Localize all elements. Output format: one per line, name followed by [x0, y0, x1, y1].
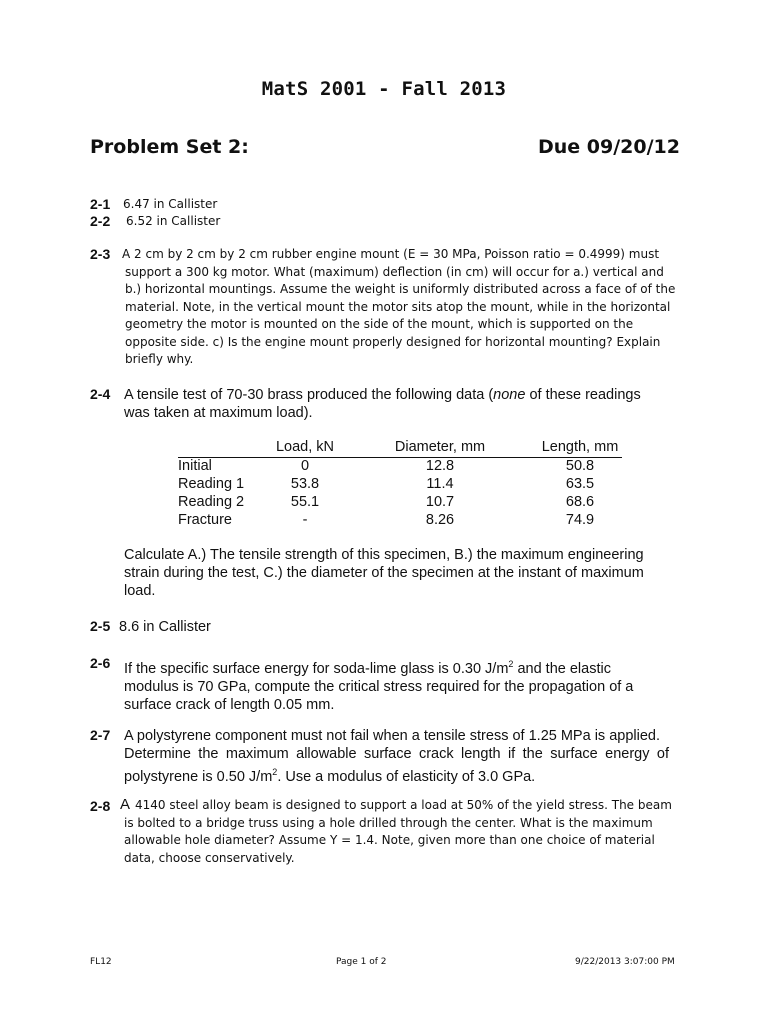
problem-text: 6.47 in Callister	[123, 197, 218, 211]
text-line: 4140 steel alloy beam is designed to support a load at 50% of the yield stress. The beam	[135, 798, 672, 812]
table-header-cell: Load, kN	[268, 439, 342, 458]
tensile-data-table	[178, 439, 622, 530]
table-cell: 63.5	[565, 476, 595, 492]
text-line: support a 300 kg motor. What (maximum) deflection (in cm) will occur for a.) vertical and	[125, 264, 664, 279]
text-line: A polystyrene component must not fail when a tensile stress of 1.25 MPa is applied.	[124, 728, 660, 744]
table-row	[178, 512, 622, 530]
problem-number: 2-5	[90, 618, 111, 634]
problem-number: 2-1	[90, 196, 111, 212]
problem-number: 2-2	[90, 213, 111, 229]
table-cell: Reading 2	[178, 494, 245, 510]
table-cell: Fracture	[178, 512, 232, 528]
text-line: b.) horizontal mountings. Assume the weight is uniformly distributed across a face of of the	[125, 282, 676, 296]
footer-page-number: Page 1 of 2	[336, 957, 387, 967]
table-header-cell: Diameter, mm	[342, 439, 538, 458]
problem-number: 2-7	[90, 727, 111, 743]
table-row	[178, 494, 622, 512]
problem-text: 6.52 in Callister	[126, 214, 221, 228]
table-cell: -	[302, 512, 308, 528]
table-cell: 0	[300, 458, 310, 474]
text-line: If the specific surface energy for soda-lime glass is 0.30 $J/m^2$ and the elastic	[124, 659, 611, 677]
text-line: material. Note, in the vertical mount the motor sits atop the mount, while in the horizontal	[125, 299, 671, 314]
table-header-cell	[178, 439, 268, 458]
table-cell: Reading 1	[178, 476, 245, 492]
problem-set-title: Problem Set 2:	[90, 136, 249, 158]
footer-left: FL12	[90, 957, 112, 967]
table-row	[178, 476, 622, 494]
table-cell: 55.1	[290, 494, 320, 510]
table-cell: 68.6	[565, 494, 595, 510]
table-cell: 10.7	[425, 494, 455, 510]
page-title: MatS 2001 - Fall 2013	[261, 78, 507, 100]
text-line: opposite side. c) Is the engine mount properly designed for horizontal mounting? Explain	[125, 334, 661, 349]
problem-body	[122, 246, 682, 369]
table-header-cell: Length, mm	[538, 439, 622, 458]
text-line: A tensile test of 70-30 brass produced the following data (none of these readings	[124, 387, 641, 403]
text-line: load.	[124, 583, 156, 599]
text-line: allowable hole diameter? Assume Y = 1.4. Note, given more than one choice of material	[124, 833, 655, 847]
problem-number: 2-8	[90, 798, 111, 814]
problem-body	[124, 797, 683, 867]
text-line: A 2 cm by 2 cm by 2 cm rubber engine mount (E = 30 MPa, Poisson ratio = 0.4999) must	[122, 247, 660, 261]
table-cell: 53.8	[290, 476, 320, 492]
problem-number: 2-6	[90, 655, 111, 671]
text-line: surface crack of length 0.05 mm.	[124, 696, 335, 713]
problem-instructions	[124, 546, 669, 600]
table-row	[178, 458, 622, 477]
table-cell: 12.8	[425, 458, 455, 474]
text-line: strain during the test, C.) the diameter of the specimen at the instant of maximum	[124, 565, 644, 581]
problem-text: 8.6 in Callister	[119, 619, 211, 635]
problem-body	[124, 386, 669, 422]
text-line: data, choose conservatively.	[124, 850, 295, 865]
table-cell: 8.26	[425, 512, 455, 528]
problem-lead-word: A	[120, 796, 131, 813]
table-cell: 11.4	[426, 476, 454, 492]
text-line: modulus is 70 GPa, compute the critical stress required for the propagation of a	[124, 678, 634, 695]
problem-number: 2-3	[90, 246, 111, 262]
problem-number: 2-4	[90, 386, 111, 402]
text-line: Determine the maximum allowable surface crack length if the surface energy of	[124, 746, 669, 762]
text-line: geometry the motor is mounted on the side of the mount, which is supported on the	[125, 317, 634, 331]
text-line: polystyrene is 0.50 $J/m^2$. Use a modulus of elasticity of 3.0 GPa.	[124, 767, 536, 785]
table-cell: Initial	[178, 458, 212, 474]
text-line: Calculate A.) The tensile strength of this specimen, B.) the maximum engineering	[124, 547, 644, 563]
problem-body	[124, 655, 669, 714]
problem-body	[124, 727, 669, 786]
table-cell: 74.9	[565, 512, 595, 528]
text-line: briefly why.	[125, 352, 194, 366]
table-cell: 50.8	[565, 458, 595, 474]
footer-timestamp: 9/22/2013 3:07:00 PM	[575, 957, 675, 967]
due-date: Due 09/20/12	[538, 136, 680, 158]
table-header-row	[178, 439, 622, 458]
text-line: is bolted to a bridge truss using a hole drilled through the center. What is the maximum	[124, 815, 653, 830]
text-line: was taken at maximum load).	[124, 405, 313, 421]
